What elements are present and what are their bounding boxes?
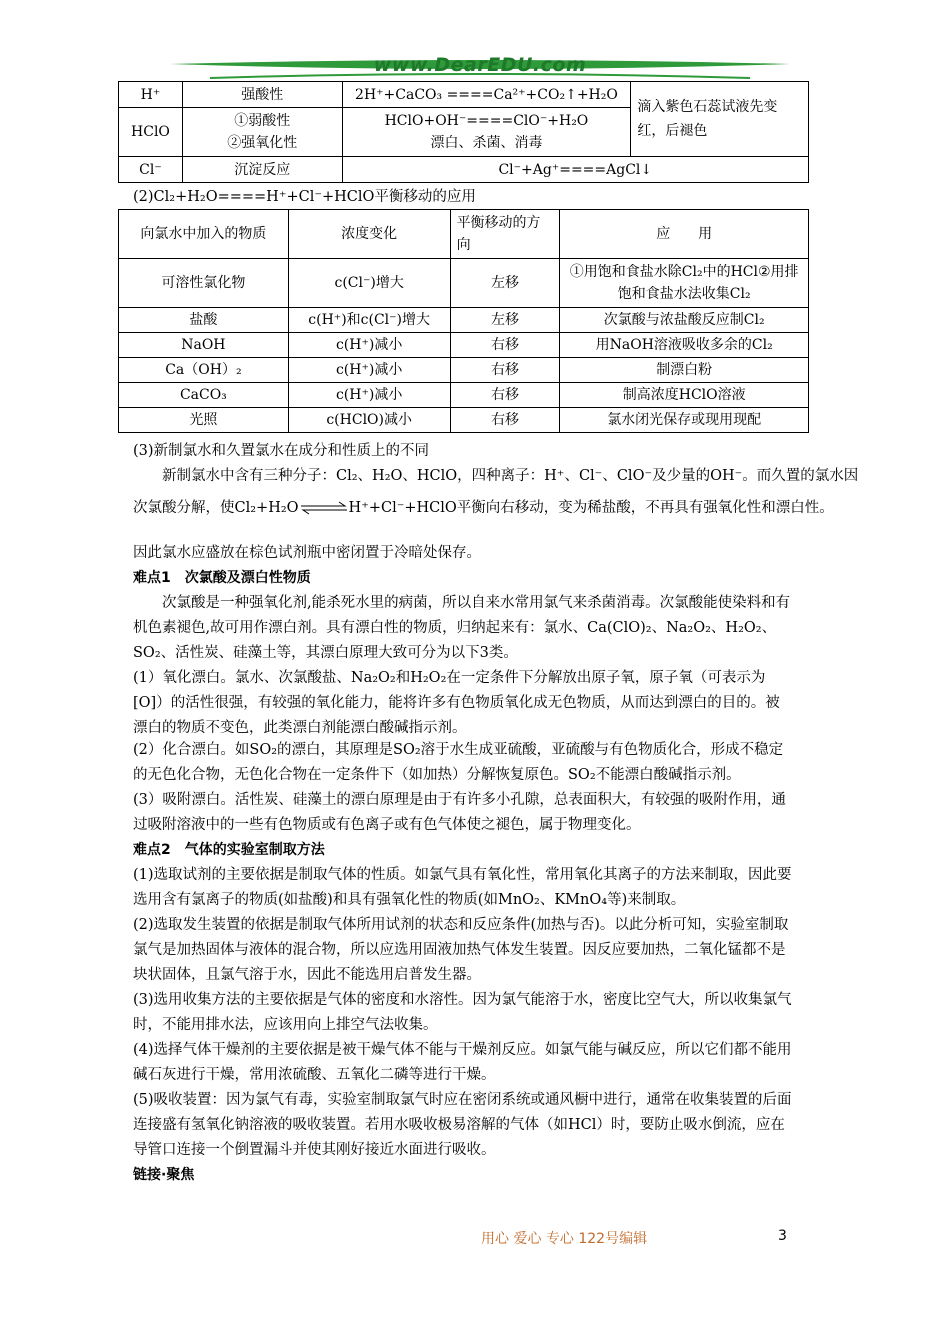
table-row — [119, 308, 809, 333]
table-header-row — [119, 210, 809, 259]
table-cell: c(H⁺)减小 — [288, 358, 450, 383]
table-header-cell: 浓度变化 — [288, 210, 450, 259]
equilibrium-arrow-icon — [299, 501, 349, 515]
table-row — [119, 358, 809, 383]
table-cell — [342, 108, 631, 157]
table-cell: 右移 — [450, 333, 560, 358]
table-cell: 右移 — [450, 383, 560, 408]
table-header-cell: 向氯水中加入的物质 — [119, 210, 289, 259]
table-cell: ①用饱和食盐水除Cl₂中的HCl②用排饱和食盐水法收集Cl₂ — [560, 259, 809, 308]
table-cell: 氯水闭光保存或现用现配 — [560, 408, 809, 433]
table-cell: 次氯酸与浓盐酸反应制Cl₂ — [560, 308, 809, 333]
equilibrium-table — [118, 209, 809, 433]
paragraph: (2)选取发生装置的依据是制取气体所用试剂的状态和反应条件(加热与否)。以此分析可知，实验室制取氯气是加热固体与液体的混合物，所以应选用固液加热气体发生装置。因反应要加热，二氧化锰都不是块状固体，且氯气溶于水，因此不能选用启普发生器。 — [133, 917, 789, 983]
table-cell: c(H⁺)减小 — [288, 383, 450, 408]
table-cell: c(HClO)减小 — [288, 408, 450, 433]
table-cell: HClO — [119, 108, 183, 157]
paragraph: (1)选取试剂的主要依据是制取气体的性质。如氯气具有氧化性，常用氧化其离子的方法来制取，因此要选用含有氯离子的物质(如盐酸)和具有强氧化性的物质(如MnO₂、KMnO₄等)来制取。 — [133, 867, 792, 908]
heading: 链接·聚焦 — [133, 1167, 195, 1183]
table-row — [119, 157, 809, 183]
section-title: (2)Cl₂+H₂O====H⁺+Cl⁻+HClO平衡移动的应用 — [133, 189, 476, 205]
table-cell: 左移 — [450, 259, 560, 308]
paragraph: (3）吸附漂白。活性炭、硅藻土的漂白原理是由于有许多小孔隙，总表面积大，有较强的吸附作用，通过吸附溶液中的一些有色物质或有色离子或有色气体使之褪色，属于物理变化。 — [133, 792, 786, 833]
table-cell: 可溶性氯化物 — [119, 259, 289, 308]
table-row — [119, 82, 809, 108]
table-cell: 右移 — [450, 408, 560, 433]
table-cell: Cl⁻ — [119, 157, 183, 183]
table-row — [119, 259, 809, 308]
table-cell: NaOH — [119, 333, 289, 358]
table-header-cell: 平衡移动的方向 — [450, 210, 560, 259]
table-cell: c(Cl⁻)增大 — [288, 259, 450, 308]
heading: 难点2 气体的实验室制取方法 — [133, 842, 325, 858]
table-cell: H⁺ — [119, 82, 183, 108]
footer-text: 用心 爱心 专心 122号编辑 — [481, 1231, 648, 1247]
table-cell: 右移 — [450, 358, 560, 383]
cell-line: ①弱酸性 — [234, 113, 291, 129]
table-cell: 强酸性 — [182, 82, 342, 108]
page-number: 3 — [778, 1228, 787, 1244]
paragraph — [133, 496, 834, 521]
table-cell: 制高浓度HClO溶液 — [560, 383, 809, 408]
cell-line: HClO+OH⁻====ClO⁻+H₂O — [384, 113, 589, 129]
table-cell: Cl⁻+Ag⁺====AgCl↓ — [342, 157, 808, 183]
paragraph: 新制氯水中含有三种分子：Cl₂、H₂O、HClO，四种离子：H⁺、Cl⁻、ClO⁻及少量的OH⁻。而久置的氯水因 — [162, 468, 859, 484]
table-row — [119, 408, 809, 433]
paragraph-part: 次氯酸分解，使Cl₂+H₂O — [133, 500, 299, 516]
table-header-cell: 应 用 — [560, 210, 809, 259]
paragraph: 因此氯水应盛放在棕色试剂瓶中密闭置于冷暗处保存。 — [133, 545, 481, 561]
table-cell: c(H⁺)减小 — [288, 333, 450, 358]
heading: 难点1 次氯酸及漂白性物质 — [133, 570, 311, 586]
table-row — [119, 383, 809, 408]
paragraph: (5)吸收装置：因为氯气有毒，实验室制取氯气时应在密闭系统或通风橱中进行，通常在收集装置的后面连接盛有氢氧化钠溶液的吸收装置。若用水吸收极易溶解的气体（如HCl）时，要防止吸水倒流，应在导管口连接一个倒置漏斗并使其刚好接近水面进行吸收。 — [133, 1092, 792, 1158]
paragraph: (3)选用收集方法的主要依据是气体的密度和水溶性。因为氯气能溶于水，密度比空气大，所以收集氯气时，不能用排水法，应该用向上排空气法收集。 — [133, 992, 792, 1033]
table-cell: 制漂白粉 — [560, 358, 809, 383]
cell-line: 漂白、杀菌、消毒 — [430, 135, 543, 151]
paragraph: 次氯酸是一种强氧化剂,能杀死水里的病菌，所以自来水常用氯气来杀菌消毒。次氯酸能使染料和有机色素褪色,故可用作漂白剂。具有漂白性的物质，归纳起来有：氯水、Ca(ClO)₂、Na₂O₂、H₂O₂、SO₂、活性炭、硅藻土等，其漂白原理大致可分为以下3类。 — [133, 595, 791, 661]
table-cell — [182, 108, 342, 157]
table-row — [119, 333, 809, 358]
table-cell: 沉淀反应 — [182, 157, 342, 183]
table-cell: c(H⁺)和c(Cl⁻)增大 — [288, 308, 450, 333]
site-logo-text: www.DearEDU.com — [373, 54, 587, 76]
table-cell: Ca（OH）₂ — [119, 358, 289, 383]
paragraph: (4)选择气体干燥剂的主要依据是被干燥气体不能与干燥剂反应。如氯气能与碱反应，所以它们都不能用碱石灰进行干燥，常用浓硫酸、五氧化二磷等进行干燥。 — [133, 1042, 792, 1083]
section-title: (3)新制氯水和久置氯水在成分和性质上的不同 — [133, 443, 430, 459]
paragraph: (1）氧化漂白。氯水、次氯酸盐、Na₂O₂和H₂O₂在一定条件下分解放出原子氧，原子氧（可表示为[O]）的活性很强，有较强的氧化能力，能将许多有色物质氧化成无色物质，从而达到漂白的目的。被漂白的物质不变色，此类漂白剂能漂白酸碱指示剂。 — [133, 670, 780, 736]
paragraph-part: H⁺+Cl⁻+HClO平衡向右移动，变为稀盐酸，不再具有强氧化性和漂白性。 — [348, 500, 834, 516]
table-cell: 2H⁺+CaCO₃ ====Ca²⁺+CO₂↑+H₂O — [342, 82, 631, 108]
table-cell: 光照 — [119, 408, 289, 433]
cell-line: ②强氧化性 — [227, 135, 298, 151]
table-cell: 用NaOH溶液吸收多余的Cl₂ — [560, 333, 809, 358]
table-cell: 左移 — [450, 308, 560, 333]
table-cell: 盐酸 — [119, 308, 289, 333]
ion-properties-table — [118, 81, 809, 183]
paragraph: (2）化合漂白。如SO₂的漂白，其原理是SO₂溶于水生成亚硫酸，亚硫酸与有色物质化合，形成不稳定的无色化合物，无色化合物在一定条件下（如加热）分解恢复原色。SO₂不能漂白酸碱指示剂。 — [133, 742, 784, 783]
table-cell-note: 滴入紫色石蕊试液先变红，后褪色 — [631, 82, 809, 157]
table-cell: CaCO₃ — [119, 383, 289, 408]
